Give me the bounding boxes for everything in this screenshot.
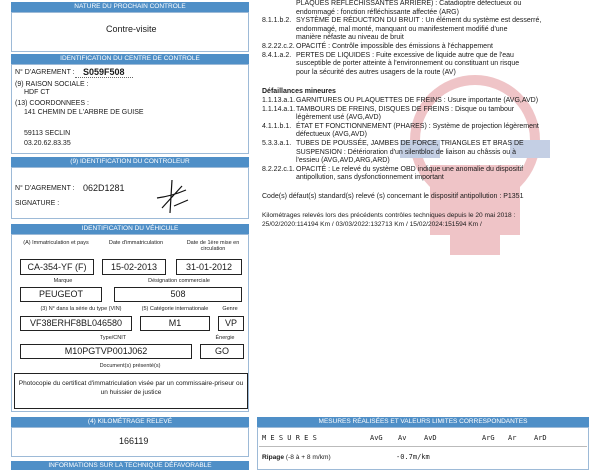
defect-line <box>262 43 493 51</box>
marque-label: Marque <box>53 278 73 284</box>
controleur-panel <box>11 167 249 219</box>
defect-text: endommagé, mal monté, manquant ou manifestement modifié d'une <box>296 25 508 33</box>
defect-text: OPACITÉ : Contrôle impossible des émissions à l'échappement <box>296 43 493 50</box>
ripage-label: Ripage (-8 à + 8 m/km) <box>262 454 331 461</box>
date-circulation-value: 31-01-2012 <box>176 259 242 275</box>
designation-label: Désignation commerciale <box>148 278 210 284</box>
signature-label: SIGNATURE : <box>15 200 60 207</box>
defect-line <box>262 149 516 157</box>
kilometrage-value: 166119 <box>119 436 149 446</box>
col-avg: AvG <box>370 434 383 442</box>
documents-value: Photocopie du certificat d'immatriculation visée par un commissaire-priseur ou un huissier de justice <box>14 373 248 409</box>
defect-text: antipollution, sans dysfonctionnement important <box>296 174 444 182</box>
prochain-controle-header: NATURE DU PROCHAIN CONTROLE <box>11 2 249 12</box>
centre-header: IDENTIFICATION DU CENTRE DE CONTROLE <box>11 54 249 64</box>
centre-agrement-value: S059F508 <box>83 67 125 77</box>
categorie-value: M1 <box>140 316 210 331</box>
designation-value: 508 <box>114 287 242 302</box>
defect-code: 5.3.3.a.1. <box>262 140 292 147</box>
defect-text: légèrement usé (AVG,AVD) <box>296 114 381 122</box>
defect-text: susceptible de porter atteinte à l'environnement ou constituant un risque <box>296 60 520 68</box>
centre-agrement-underline <box>75 77 133 78</box>
genre-value: VP <box>218 316 244 331</box>
defect-code: 1.1.13.a.1. <box>262 97 296 104</box>
date-circulation-label: Date de 1ère mise en circulation <box>186 240 240 252</box>
defect-line <box>262 17 541 25</box>
raison-sociale-value: HDF CT <box>24 89 50 96</box>
centre-agrement-label: N° D'AGREMENT : <box>15 69 75 76</box>
controleur-agrement-value: 062D1281 <box>83 183 125 193</box>
defect-text: ÉTAT ET FONCTIONNEMENT (PHARES) : Système de projection légèrement <box>296 122 539 130</box>
prochain-controle-value: Contre-visite <box>106 24 157 34</box>
defect-text: manière néfaste au niveau de bruit <box>296 34 404 42</box>
ripage-value: -0.7m/km <box>396 453 430 461</box>
defect-line <box>262 26 507 34</box>
defect-code: 8.2.22.c.1. <box>262 165 295 173</box>
defect-text: GARNITURES OU PLAQUETTES DE FREINS : Usure importante (AVG,AVD) <box>296 97 539 104</box>
controleur-agrement-label: N° D'AGREMENT : <box>15 185 75 192</box>
mesures-header: MESURES RÉALISÉES ET VALEURS LIMITES CORRESPONDANTES <box>257 417 589 427</box>
defect-text: TAMBOURS DE FREINS, DISQUES DE FREINS : Disque ou tambour <box>296 105 515 113</box>
defect-line <box>262 131 367 139</box>
defect-text: SUSPENSION : Détérioration d'un silentbloc de liaison au châssis ou à <box>296 148 517 156</box>
km-history-line-1: Kilométrages relevés lors des précédents contrôles techniques depuis le 20 mai 2018 : <box>262 212 516 219</box>
marque-value: PEUGEOT <box>20 287 102 302</box>
defect-text: PLAQUES RÉFLÉCHISSANTES ARRIÈRE) : Catadioptre défectueux ou <box>296 0 522 7</box>
defect-code: 4.1.1.b.1. <box>262 122 292 130</box>
date-immat-label: Date d'immatriculation <box>108 240 164 246</box>
defect-text: pour la sécurité des autres usagers de la route (AV) <box>296 68 456 76</box>
defect-line <box>262 52 514 60</box>
col-ard: ArD <box>534 434 547 442</box>
defect-text: TUBES DE POUSSÉE, JAMBES DE FORCE, TRIANGLES ET BRAS DE <box>296 140 524 147</box>
defect-text: endommagé : fonction réfléchissante affectée (ARG) <box>296 8 459 16</box>
kilometrage-header: (4) KILOMÉTRAGE RELEVÉ <box>11 417 249 427</box>
km-history-line-2: 25/02/2020:114194 Km / 03/03/2022:132713 Km / 15/02/2024:151594 Km / <box>262 221 482 228</box>
genre-label: Genre <box>222 306 238 312</box>
centre-phone: 03.20.62.83.35 <box>24 140 71 147</box>
defect-text: défectueux (AVG,AVD) <box>296 131 367 139</box>
defect-line <box>262 114 381 122</box>
defect-line <box>262 9 459 17</box>
defect-text: SYSTÈME DE RÉDUCTION DU BRUIT : Un élément du système est desserré, <box>296 17 542 25</box>
defect-text: PERTES DE LIQUIDES : Fuite excessive de liquide autre que de l'eau <box>296 51 514 59</box>
defect-line <box>262 174 444 182</box>
energie-value: GO <box>200 344 244 359</box>
categorie-label: (5) Catégorie internationale <box>141 306 209 312</box>
defect-code: 8.1.1.b.2. <box>262 17 292 25</box>
controleur-header: (9) IDENTIFICATION DU CONTROLEUR <box>11 157 249 167</box>
defect-line <box>262 106 514 114</box>
col-arg: ArG <box>482 434 495 442</box>
immat-label: (A) Immatriculation et pays <box>23 240 89 246</box>
defect-code: 1.1.14.a.1. <box>262 105 296 113</box>
defect-line <box>262 97 538 105</box>
defect-text: OPACITÉ : Le relevé du système OBD indique une anomalie du dispositif <box>296 165 524 173</box>
defect-text: l'essieu (AVG,AVD,ARG,ARD) <box>296 157 390 165</box>
defect-line <box>262 34 404 42</box>
col-ar: Ar <box>508 434 517 442</box>
technique-defavorable-header: INFORMATIONS SUR LA TECHNIQUE DÉFAVORABLE <box>11 461 249 470</box>
defect-code: 8.4.1.a.2. <box>262 51 292 59</box>
energie-label: Énergie <box>215 335 235 341</box>
code-defaut-line: Code(s) défaut(s) standard(s) relevé (s) concernant le dispositif antipollution : P1351 <box>262 193 524 200</box>
defect-code: 8.2.22.c.2. <box>262 43 295 50</box>
mesures-label: M E S U R E S <box>262 434 317 442</box>
immat-value: CA-354-YF (F) <box>20 259 94 275</box>
defaillances-mineures-title: Défaillances mineures <box>262 88 336 95</box>
defect-line <box>262 69 456 77</box>
defect-line <box>262 0 521 8</box>
coordonnees-label: (13) COORDONNEES : <box>15 100 89 107</box>
signature-mark <box>152 178 192 216</box>
type-value: M10PGTVP001J062 <box>20 344 192 359</box>
documents-label: Document(s) présenté(s) <box>99 363 161 369</box>
vin-value: VF38ERHF8BL046580 <box>20 316 132 331</box>
vin-label: (3) N° dans la série du type (VIN) <box>40 306 122 312</box>
col-av: Av <box>398 434 407 442</box>
type-label: Type/CNIT <box>99 335 127 341</box>
date-immat-value: 15-02-2013 <box>102 259 166 275</box>
defect-line <box>262 123 539 131</box>
defect-line <box>262 166 523 174</box>
mesures-divider <box>259 446 587 447</box>
vehicule-header: IDENTIFICATION DU VÉHICULE <box>11 224 249 234</box>
centre-address-1: 141 CHEMIN DE L'ARBRE DE GUISE <box>24 109 144 116</box>
col-avd: AvD <box>424 434 437 442</box>
raison-sociale-label: (9) RAISON SOCIALE : <box>15 81 89 88</box>
defect-line <box>262 140 524 148</box>
defect-line <box>262 60 519 68</box>
centre-address-2: 59113 SECLIN <box>24 130 71 137</box>
defect-line <box>262 157 390 165</box>
